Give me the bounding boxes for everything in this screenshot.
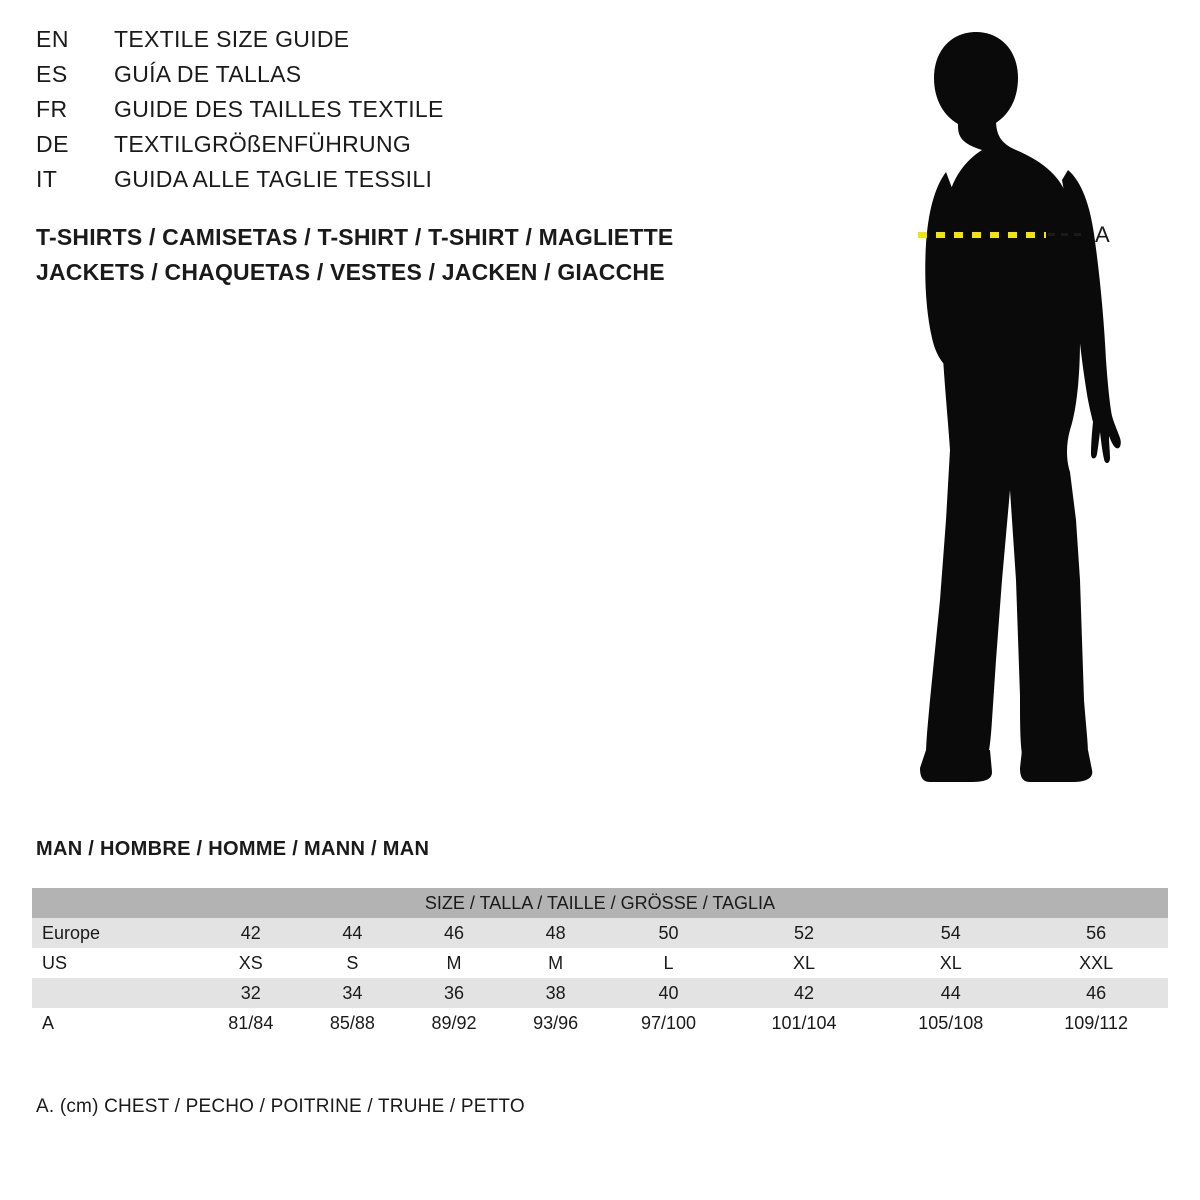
language-code: EN <box>36 26 69 52</box>
table-row <box>32 1008 1168 1038</box>
cell: M <box>505 948 607 978</box>
cell: XL <box>877 948 1024 978</box>
cell: 38 <box>505 978 607 1008</box>
language-code: ES <box>36 61 68 87</box>
cell: 81/84 <box>200 1008 302 1038</box>
language-title: GUIDE DES TAILLES TEXTILE <box>114 96 444 122</box>
table-row <box>32 948 1168 978</box>
language-title: TEXTILGRÖßENFÜHRUNG <box>114 131 412 157</box>
cell: XS <box>200 948 302 978</box>
cell: S <box>302 948 404 978</box>
category-jackets: JACKETS / CHAQUETAS / VESTES / JACKEN / GIACCHE <box>36 259 665 285</box>
cell: 42 <box>731 978 878 1008</box>
language-title: TEXTILE SIZE GUIDE <box>114 26 350 52</box>
table-header-label: SIZE / TALLA / TAILLE / GRÖSSE / TAGLIA <box>32 888 1168 918</box>
cell: 93/96 <box>505 1008 607 1038</box>
measure-label-a: A <box>1095 222 1111 247</box>
language-list <box>36 26 756 201</box>
cell: 52 <box>731 918 878 948</box>
language-row <box>36 26 756 61</box>
language-code: DE <box>36 131 69 157</box>
table-group-title: MAN / HOMBRE / HOMME / MANN / MAN <box>36 838 430 860</box>
cell: 85/88 <box>302 1008 404 1038</box>
language-row <box>36 96 756 131</box>
row-label: US <box>32 948 200 978</box>
cell: 105/108 <box>877 1008 1024 1038</box>
category-tshirts: T-SHIRTS / CAMISETAS / T-SHIRT / T-SHIRT / MAGLIETTE <box>36 224 674 250</box>
cell: 36 <box>403 978 505 1008</box>
male-silhouette-figure <box>830 20 1170 790</box>
measure-leader-line <box>1048 233 1086 236</box>
table-row <box>32 918 1168 948</box>
cell: 89/92 <box>403 1008 505 1038</box>
cell: 109/112 <box>1024 1008 1168 1038</box>
language-code: IT <box>36 166 58 192</box>
cell: 46 <box>403 918 505 948</box>
table-header-row <box>32 888 1168 918</box>
cell: 50 <box>606 918 730 948</box>
cell: 46 <box>1024 978 1168 1008</box>
cell: 42 <box>200 918 302 948</box>
cell: 97/100 <box>606 1008 730 1038</box>
cell: 101/104 <box>731 1008 878 1038</box>
row-label: A <box>32 1008 200 1038</box>
cell: XL <box>731 948 878 978</box>
cell: L <box>606 948 730 978</box>
language-title: GUÍA DE TALLAS <box>114 61 302 87</box>
row-label <box>32 978 200 1008</box>
language-row <box>36 61 756 96</box>
cell: XXL <box>1024 948 1168 978</box>
cell: 44 <box>302 918 404 948</box>
cell: 44 <box>877 978 1024 1008</box>
category-list <box>36 220 796 290</box>
silhouette-body <box>920 32 1121 782</box>
cell: 48 <box>505 918 607 948</box>
cell: 40 <box>606 978 730 1008</box>
cell: M <box>403 948 505 978</box>
size-table <box>32 888 1168 1038</box>
footnote: A. (cm) CHEST / PECHO / POITRINE / TRUHE / PETTO <box>36 1096 525 1117</box>
cell: 56 <box>1024 918 1168 948</box>
cell: 54 <box>877 918 1024 948</box>
table-row <box>32 978 1168 1008</box>
language-row <box>36 131 756 166</box>
language-row <box>36 166 756 201</box>
cell: 32 <box>200 978 302 1008</box>
row-label: Europe <box>32 918 200 948</box>
cell: 34 <box>302 978 404 1008</box>
language-code: FR <box>36 96 68 122</box>
language-title: GUIDA ALLE TAGLIE TESSILI <box>114 166 433 192</box>
